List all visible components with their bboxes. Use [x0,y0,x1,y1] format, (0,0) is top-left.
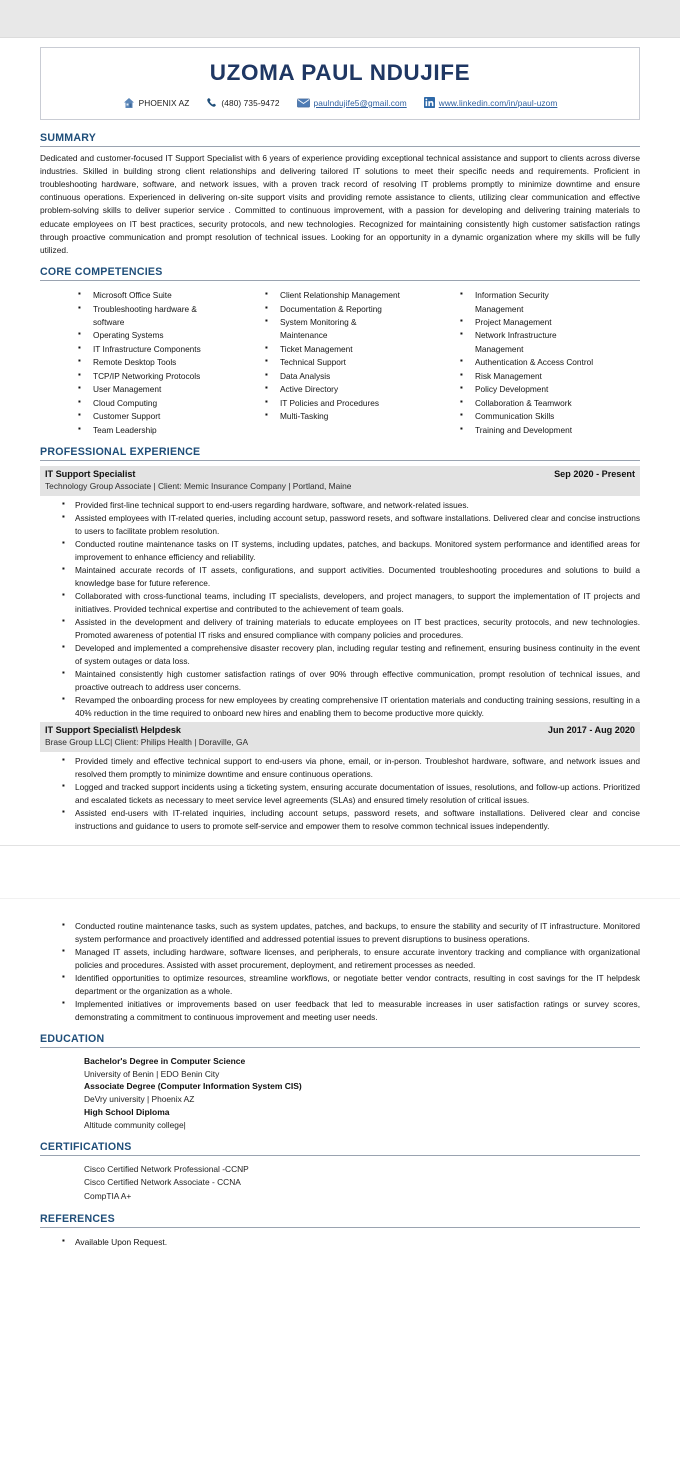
job-title-row [45,468,635,480]
section-title-core-competencies: CORE COMPETENCIES [40,266,163,279]
competency-item-wrap: software [93,317,125,327]
competency-item: ▪ TCP/IP Networking Protocols [78,370,265,383]
education-degree: Bachelor's Degree in Computer Science [84,1055,246,1066]
bullet-item: ▪ Assisted in the development and delivery of training materials to educate employees on IT best practices, security protocols, and new technologies. Promoted awareness of potential IT risks and ensured compliance with company policies and procedures. [40,616,640,642]
job-employer: Brase Group LLC| Client: Philips Health | Doraville, GA [45,737,249,748]
contact-linkedin-link[interactable]: www.linkedin.com/in/paul-uzom [438,97,558,108]
competency-item: ▪ Remote Desktop Tools [78,356,265,369]
competency-item: ▪ Network Infrastructure [460,329,640,342]
job-position: IT Support Specialist [45,468,136,479]
phone-icon [206,97,217,108]
resume-page-two [0,899,680,1368]
contact-phone [206,97,279,108]
job-bullets-continued [40,917,640,1024]
bullet-item: ▪ Conducted routine maintenance tasks, such as system updates, patches, and backups, to ensure the stability and security of IT infrastructure. Monitored system performance and proactively identified and addressed potential issues to prevent disruptions to business operations. [40,920,640,946]
job-title-row [45,724,635,736]
competency-item: ▪ Active Directory [265,383,460,396]
competency-item: ▪ System Monitoring & [265,316,460,329]
bullet-item: ▪ Logged and tracked support incidents using a ticketing system, ensuring accurate documentation of issues, resolutions, and follow-up actions. Prioritized and escalated tickets as necessary to meet service level agreements (SLAs) and ensured timely resolution of critical issues. [40,781,640,807]
section-rule-core-competencies [40,280,640,281]
competency-column-3 [460,289,640,437]
competency-item: ▪ Data Analysis [265,370,460,383]
competency-item: ▪ Technical Support [265,356,460,369]
bullet-item: ▪ Collaborated with cross-functional teams, including IT specialists, developers, and project managers, to support the implementation of IT projects and initiatives. Provided technical expertise and contributed to the achievement of team goals. [40,590,640,616]
job-employer: Technology Group Associate | Client: Memic Insurance Company | Portland, Maine [45,481,352,492]
job-bullets [40,752,640,833]
job-header-bar [40,722,640,752]
bullet-item: ▪ Conducted routine maintenance tasks on IT systems, including updates, patches, and backups. Monitored system performance and identified areas for improvement to enhance efficiency and reliability. [40,538,640,564]
viewer-top-band [0,0,680,38]
competency-item: ▪ IT Policies and Procedures [265,397,460,410]
competency-item: ▪ Policy Development [460,383,640,396]
competency-item-wrap: Management [475,303,524,314]
bullet-item: ▪ Maintained accurate records of IT assets, configurations, and support activities. Documented troubleshooting procedures and solutions to build a knowledge base for future reference. [40,564,640,590]
competency-column-2 [265,289,460,437]
job-bullets [40,496,640,720]
core-competencies-columns [40,286,640,437]
certification-item: CompTIA A+ [84,1190,132,1201]
contact-location [123,97,190,109]
job-dates: Jun 2017 - Aug 2020 [547,724,635,735]
competency-item: ▪ Microsoft Office Suite [78,289,265,302]
section-title-certifications: CERTIFICATIONS [40,1140,132,1153]
contact-phone-text: (480) 735-9472 [221,97,280,108]
certification-item: Cisco Certified Network Professional -CCNP [84,1163,249,1174]
competency-item-wrap: Management [475,343,524,354]
job-header-bar [40,466,640,496]
job-position: IT Support Specialist\ Helpdesk [45,724,181,735]
section-title-education: EDUCATION [40,1032,105,1045]
bullet-item: ▪ Revamped the onboarding process for new employees by creating comprehensive IT orientation materials and conducting training sessions, resulting in a 40% reduction in the time required to onboard new hires and enabling them to become productive more quickly. [40,694,640,720]
bullet-item: ▪ Developed and implemented a comprehensive disaster recovery plan, including regular testing and refinement, ensuring business continuity in the event of system outages or data loss. [40,642,640,668]
competency-item: ▪ Client Relationship Management [265,289,460,302]
competency-column-1 [40,289,265,437]
references-list [40,1233,640,1249]
contact-location-text: PHOENIX AZ [138,97,190,108]
page-break-gap [0,845,680,899]
resume-page-one [0,38,680,845]
section-rule-professional-experience [40,460,640,461]
bullet-item: ▪ Assisted employees with IT-related queries, including account setup, password resets, and software installations. Delivered clear and concise instructions to users to facilitate problem resolution. [40,512,640,538]
resume-header-card [40,47,640,120]
competency-item: ▪ Authentication & Access Control [460,356,640,369]
competency-item: ▪ Multi-Tasking [265,410,460,423]
bullet-item: ▪ Provided first-line technical support to end-users regarding hardware, software, and network-related issues. [40,499,640,512]
section-rule-certifications [40,1155,640,1156]
competency-item: ▪ Ticket Management [265,343,460,356]
bullet-item: ▪ Provided timely and effective technical support to end-users via phone, email, or in-person. Troubleshot hardware, software, and network issues and resolved them promptly to minimize downtime and ensure continuous operations. [40,755,640,781]
competency-item: ▪ Troubleshooting hardware & [78,303,265,316]
education-degree: Associate Degree (Computer Information System CIS) [84,1081,302,1092]
contact-email[interactable] [297,98,407,108]
contact-email-link[interactable]: paulndujife5@gmail.com [313,97,407,108]
linkedin-icon [424,97,435,108]
competency-item: ▪ Project Management [460,316,640,329]
competency-item: ▪ User Management [78,383,265,396]
home-icon [123,97,135,109]
competency-item: ▪ Team Leadership [78,424,265,437]
education-entries [40,1053,640,1132]
competency-item: ▪ Training and Development [460,424,640,437]
certification-item: Cisco Certified Network Associate - CCNA [84,1177,241,1188]
contact-row [51,97,629,109]
competency-item: ▪ Operating Systems [78,329,265,342]
education-school: University of Benin | EDO Benin City [84,1068,220,1079]
competency-item: ▪ Customer Support [78,410,265,423]
contact-linkedin[interactable] [424,97,558,108]
competency-item: ▪ Risk Management [460,370,640,383]
section-title-summary: SUMMARY [40,131,97,144]
competency-item: ▪ IT Infrastructure Components [78,343,265,356]
certification-list [40,1161,640,1204]
section-rule-summary [40,146,640,147]
bullet-item: ▪ Identified opportunities to optimize resources, streamline workflows, or negotiate better vendor contracts, resulting in cost savings for the IT helpdesk department or the organization as a whole. [40,972,640,998]
section-rule-education [40,1047,640,1048]
competency-item: ▪ Communication Skills [460,410,640,423]
summary-paragraph: Dedicated and customer-focused IT Support Specialist with 6 years of experience providing exceptional technical assistance and support to clients across diverse industries. Skilled in building strong client relationships and delivering tailored IT solutions to meet their specific needs and requirements. Proficient in troubleshooting hardware, software, and network issues, with a proven track record of resolving IT problems promptly to minimize downtime and ensure continuous operations. Experienced in delivering on-site support visits and providing remote assistance to clients, utilizing clear communication and effective problem-solving skills to deliver superior service . Committed to continuous improvement, with a passion for developing and delivering training materials to educate employees on IT best practices, security protocols, and new technologies. Recognized for maintaining consistently high customer satisfaction ratings through proactive communication and prompt resolution of technical issues. Looking for an opportunity in a dynamic organization where my skills will be fully utilized. [40,152,640,255]
section-title-references: REFERENCES [40,1212,115,1225]
bullet-item: ▪ Implemented initiatives or improvements based on user feedback that led to measurable increases in user satisfaction ratings or survey scores, demonstrating a commitment to continuous improvement and meeting user needs. [40,998,640,1024]
competency-item-wrap: Maintenance [280,330,328,341]
job-dates: Sep 2020 - Present [554,468,635,479]
bullet-item: ▪ Assisted end-users with IT-related inquiries, including account setups, password resets, and software installations. Delivered clear and concise instructions and guidance to users to promote self-service and empower them to resolve common technical issues independently. [40,807,640,833]
bullet-item: ▪ Maintained consistently high customer satisfaction ratings of over 90% through effective communication, prompt resolution of technical issues, and proactive outreach to address user concerns. [40,668,640,694]
competency-item: ▪ Collaboration & Teamwork [460,397,640,410]
education-school: DeVry university | Phoenix AZ [84,1094,195,1105]
competency-item: ▪ Documentation & Reporting [265,303,460,316]
candidate-name: UZOMA PAUL NDUJIFE [209,60,471,85]
section-title-professional-experience: PROFESSIONAL EXPERIENCE [40,445,201,458]
education-school: Altitude community college| [84,1119,186,1130]
reference-item: ▪ Available Upon Request. [40,1236,640,1249]
bullet-item: ▪ Managed IT assets, including hardware, software licenses, and peripherals, to ensure accurate inventory tracking and compliance with organizational policies and procedures. Assisted with asset procurement, deployment, and retirement processes as needed. [40,946,640,972]
competency-item: ▪ Information Security [460,289,640,302]
competency-item: ▪ Cloud Computing [78,397,265,410]
section-rule-references [40,1227,640,1228]
envelope-icon [297,98,310,108]
education-degree: High School Diploma [84,1107,170,1118]
